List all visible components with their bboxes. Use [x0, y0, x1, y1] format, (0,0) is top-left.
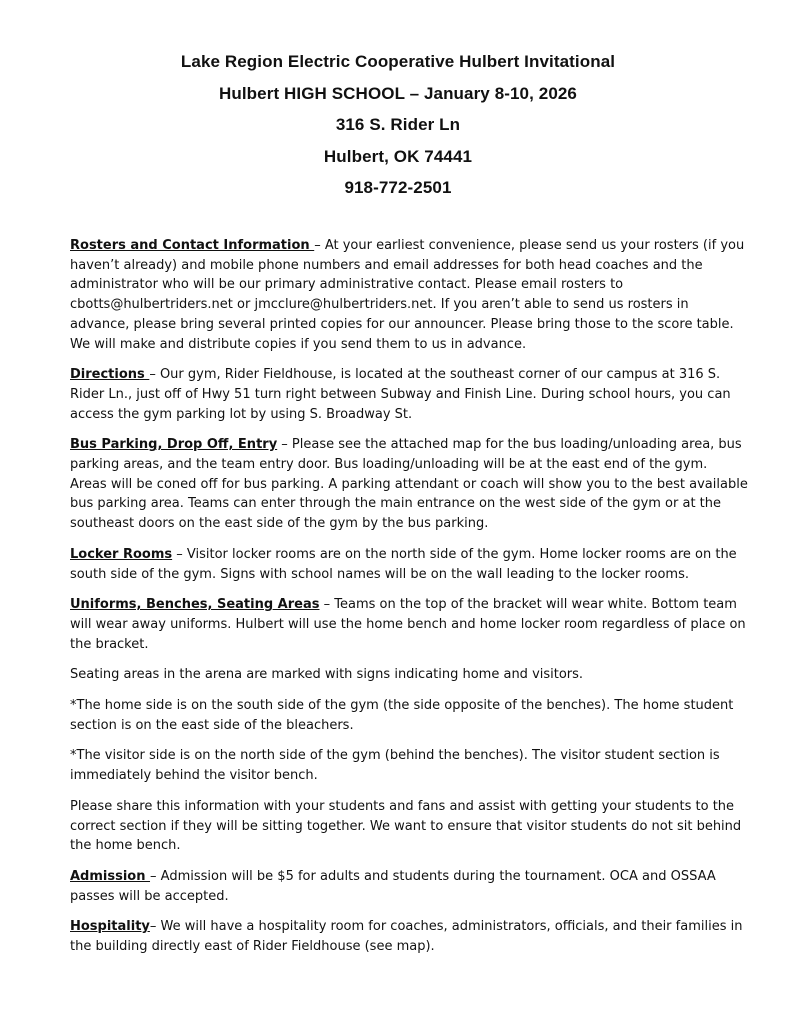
bus-parking-text: – Please see the attached map for the bus loading/unloading area, bus parking areas, and the team entry door. Bus loading/unloading will be at the east end of the gym. Areas will be coned off for bus parking. A parking attendant or coach will show you to the best available bus parking area. Teams can enter through the main entrance on the west side of the gym or at the southeast doors on the east side of the gym by the bus parking. [70, 437, 748, 532]
event-city-state: Hulbert, OK 74441 [323, 146, 473, 166]
locker-rooms-text: – Visitor locker rooms are on the north side of the gym. Home locker rooms are on the south side of the gym. Signs with school names will be on the wall leading to the locker rooms. [70, 546, 737, 582]
visitor-side-paragraph: *The visitor side is on the north side of the gym (behind the benches). The visitor student section is immediately behind the visitor bench. [70, 748, 720, 784]
directions-heading: Directions [70, 367, 150, 383]
admission-heading: Admission [70, 868, 151, 884]
rosters-text: – At your earliest convenience, please send us your rosters (if you haven’t already) and mobile phone numbers and email addresses for both head coaches and the administrator who will be our primary administrative contact. Please email rosters to cbotts@hulbertriders.net or jmcclure@hulbertriders.net. If you aren’t able to send us rosters in advance, please bring several printed copies for our announcer. Please bring those to the score table. We will make and distribute copies if you send them to us in advance. [70, 238, 745, 352]
event-title: Lake Region Electric Cooperative Hulbert Invitational [180, 52, 616, 71]
document-body [70, 236, 748, 968]
bus-parking-section [70, 435, 748, 534]
home-side-paragraph: *The home side is on the south side of the gym (the side opposite of the benches). The home student section is on the east side of the bleachers. [70, 698, 734, 733]
locker-rooms-heading: Locker Rooms [70, 546, 173, 562]
hospitality-heading: Hospitality [70, 919, 150, 935]
rosters-section [70, 236, 748, 354]
admission-text: – Admission will be $5 for adults and students during the tournament. OCA and OSSAA passes will be accepted. [70, 868, 716, 904]
hospitality-text: – We will have a hospitality room for coaches, administrators, officials, and their families in the building directly east of Rider Fieldhouse (see map). [70, 919, 743, 955]
event-street-address: 316 S. Rider Ln [335, 115, 461, 134]
event-phone: 918-772-2501 [344, 178, 452, 197]
uniforms-section [70, 595, 748, 654]
directions-text: – Our gym, Rider Fieldhouse, is located at the southeast corner of our campus at 316 S. Rider Ln., just off of Hwy 51 turn right between Subway and Finish Line. During school hours, you can access the gym parking lot by using S. Broadway St. [70, 367, 731, 422]
locker-rooms-section [70, 545, 748, 584]
directions-section [70, 365, 748, 424]
document-header [0, 46, 796, 204]
bus-parking-heading: Bus Parking, Drop Off, Entry [70, 437, 278, 453]
uniforms-heading: Uniforms, Benches, Seating Areas [70, 597, 320, 613]
uniforms-text: – Teams on the top of the bracket will wear white. Bottom team will wear away uniforms. Hulbert will use the home bench and home locker room regardless of place on the bracket. [70, 597, 746, 652]
admission-section [70, 867, 748, 906]
rosters-heading: Rosters and Contact Information [70, 238, 315, 253]
event-school-dates: Hulbert HIGH SCHOOL – January 8-10, 2026 [219, 83, 577, 103]
seating-paragraph: Seating areas in the arena are marked with signs indicating home and visitors. [70, 667, 584, 683]
hospitality-section [70, 917, 748, 956]
share-paragraph: Please share this information with your students and fans and assist with getting your students to the correct section if they will be sitting together. We want to ensure that visitor students do not sit behind the home bench. [70, 798, 742, 854]
